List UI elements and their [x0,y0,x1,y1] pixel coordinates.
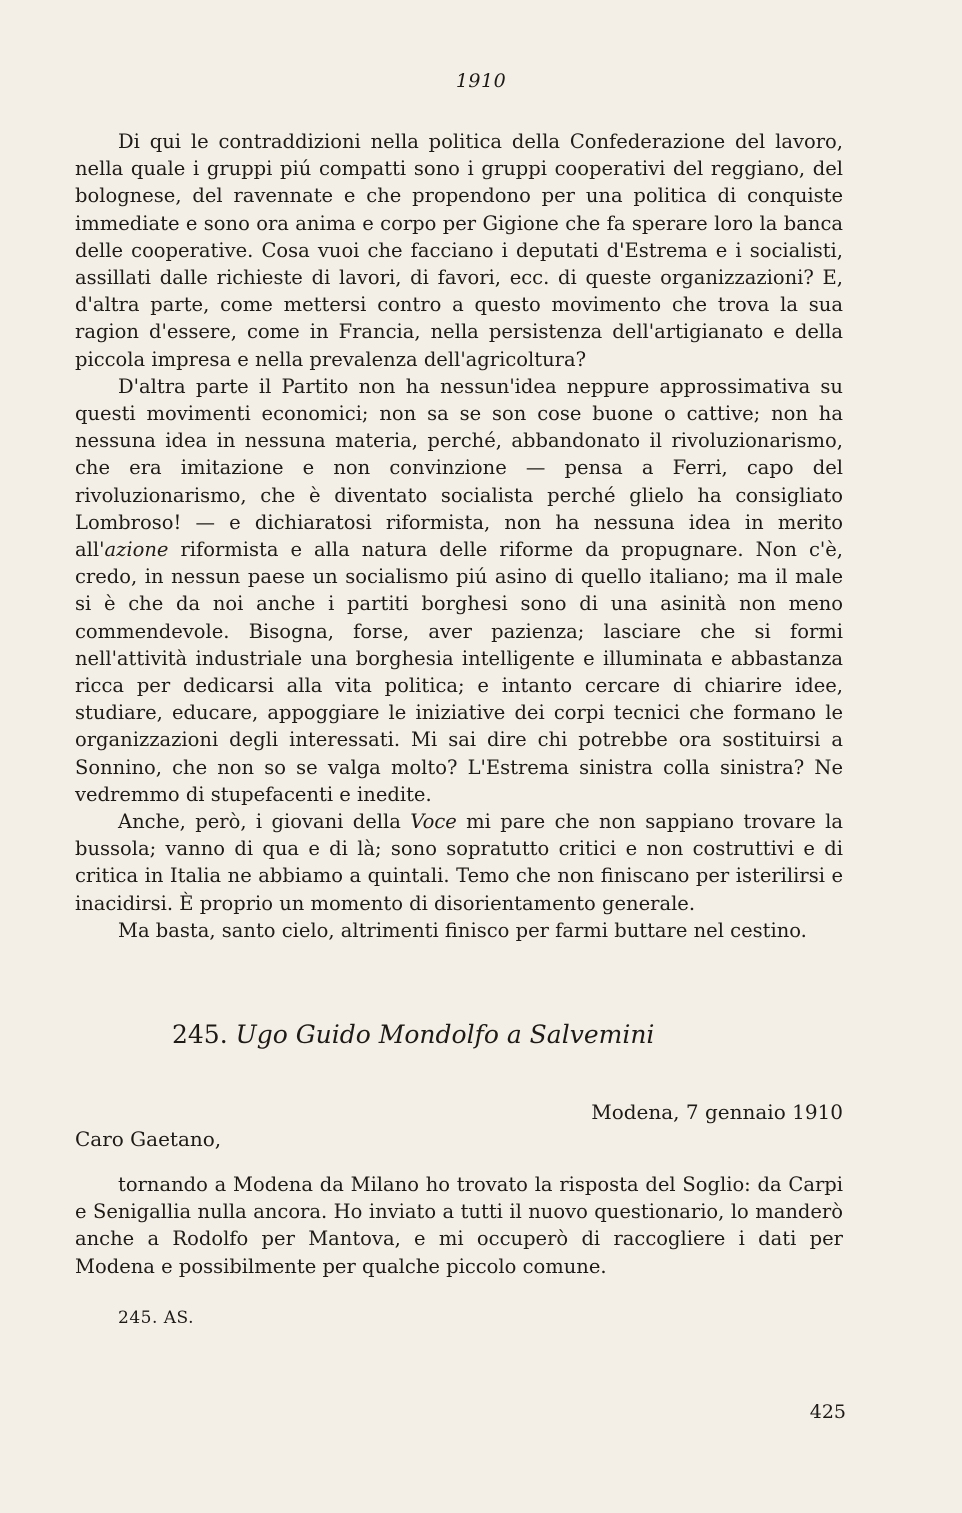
paragraph: Di qui le contraddizioni nella politica della Confederazione del lavoro, nella quale i gruppi piú compatti sono i gruppi cooperativi del reggiano, del bolognese, del ravennate e che propendono per una politica di conquiste immediate e sono ora anima e corpo per Gigione che fa sperare loro la banca delle cooperative. Cosa vuoi che facciano i deputati d'Estrema e i socialisti, assillati dalle richieste di lavori, di favori, ecc. di queste organizzazioni? E, d'altra parte, come mettersi contro a questo movimento che trova la sua ragion d'essere, come in Francia, nella persistenza dell'artigianato e della piccola impresa e nella prevalenza dell'agricoltura? [75,130,843,371]
running-head: 1910 [455,70,507,92]
letter-number: 245. [172,1020,228,1049]
letter-dateline: Modena, 7 gennaio 1910 [591,1100,843,1124]
paragraph: tornando a Modena da Milano ho trovato la risposta del Soglio: da Carpi e Senigallia nulla ancora. Ho inviato a tutti il nuovo questionario, lo manderò anche a Rodolfo per Mantova, e mi occuperò di raccogliere i dati per Modena e possibilmente per qualche piccolo comune. [75,1173,843,1278]
paragraph-text: D'altra parte il Partito non ha nessun'idea neppure approssimativa su questi movimenti economici; non sa se son cose buone o cattive; non ha nessuna idea in nessuna materia, perché, abbandonato il rivoluzionarismo, che era imitazione e non convinzione — pensa a Ferri, capo del rivoluzionarismo, che è diventato socialista perché glielo ha consigliato Lombroso! — e dichiaratosi riformista, non ha nessuna idea in merito all' [75,374,843,562]
body-text [75,128,843,944]
footnote: 245. AS. [118,1308,194,1328]
paragraph [75,373,843,808]
letter-heading [172,1020,654,1049]
letter-body [75,1171,843,1280]
paragraph-text: riformista e alla natura delle riforme da propugnare. Non c'è, credo, in nessun paese un socialismo piú asino di quello italiano; ma il male si è che da noi anche i partiti borghesi sono di una asinità non meno commendevole. Bisogna, forse, aver pazienza; lasciare che si formi nell'attività industriale una borghesia intelligente e illuminata e abbastanza ricca per dedicarsi alla vita politica; e intanto cercare di chiarire idee, studiare, educare, appoggiare le iniziative dei corpi tecnici che formano le organizzazioni degli interessati. Mi sai dire chi potrebbe ora sostituirsi a Sonnino, che non so se valga molto? L'Estrema sinistra colla sinistra? Ne vedremmo di stupefacenti e inedite. [75,538,843,806]
italic-word: Voce [410,810,457,834]
letter-salutation: Caro Gaetano, [75,1127,222,1151]
italic-word: azione [104,538,169,562]
page-number: 425 [809,1401,846,1423]
paragraph: Ma basta, santo cielo, altrimenti finisco per farmi buttare nel cestino. [118,918,807,942]
paragraph [75,808,843,917]
paragraph-text: Anche, però, i giovani della [118,810,411,834]
letter-title: Ugo Guido Mondolfo a Salvemini [235,1020,655,1049]
paragraph-text: mi pare che non sappiano trovare la bussola; vanno di qua e di là; sono sopratutto critici e non costruttivi e di critica in Italia ne abbiamo a quintali. Temo che non finiscano per isterilirsi e inacidirsi. È proprio un momento di disorientamento generale. [75,810,843,915]
